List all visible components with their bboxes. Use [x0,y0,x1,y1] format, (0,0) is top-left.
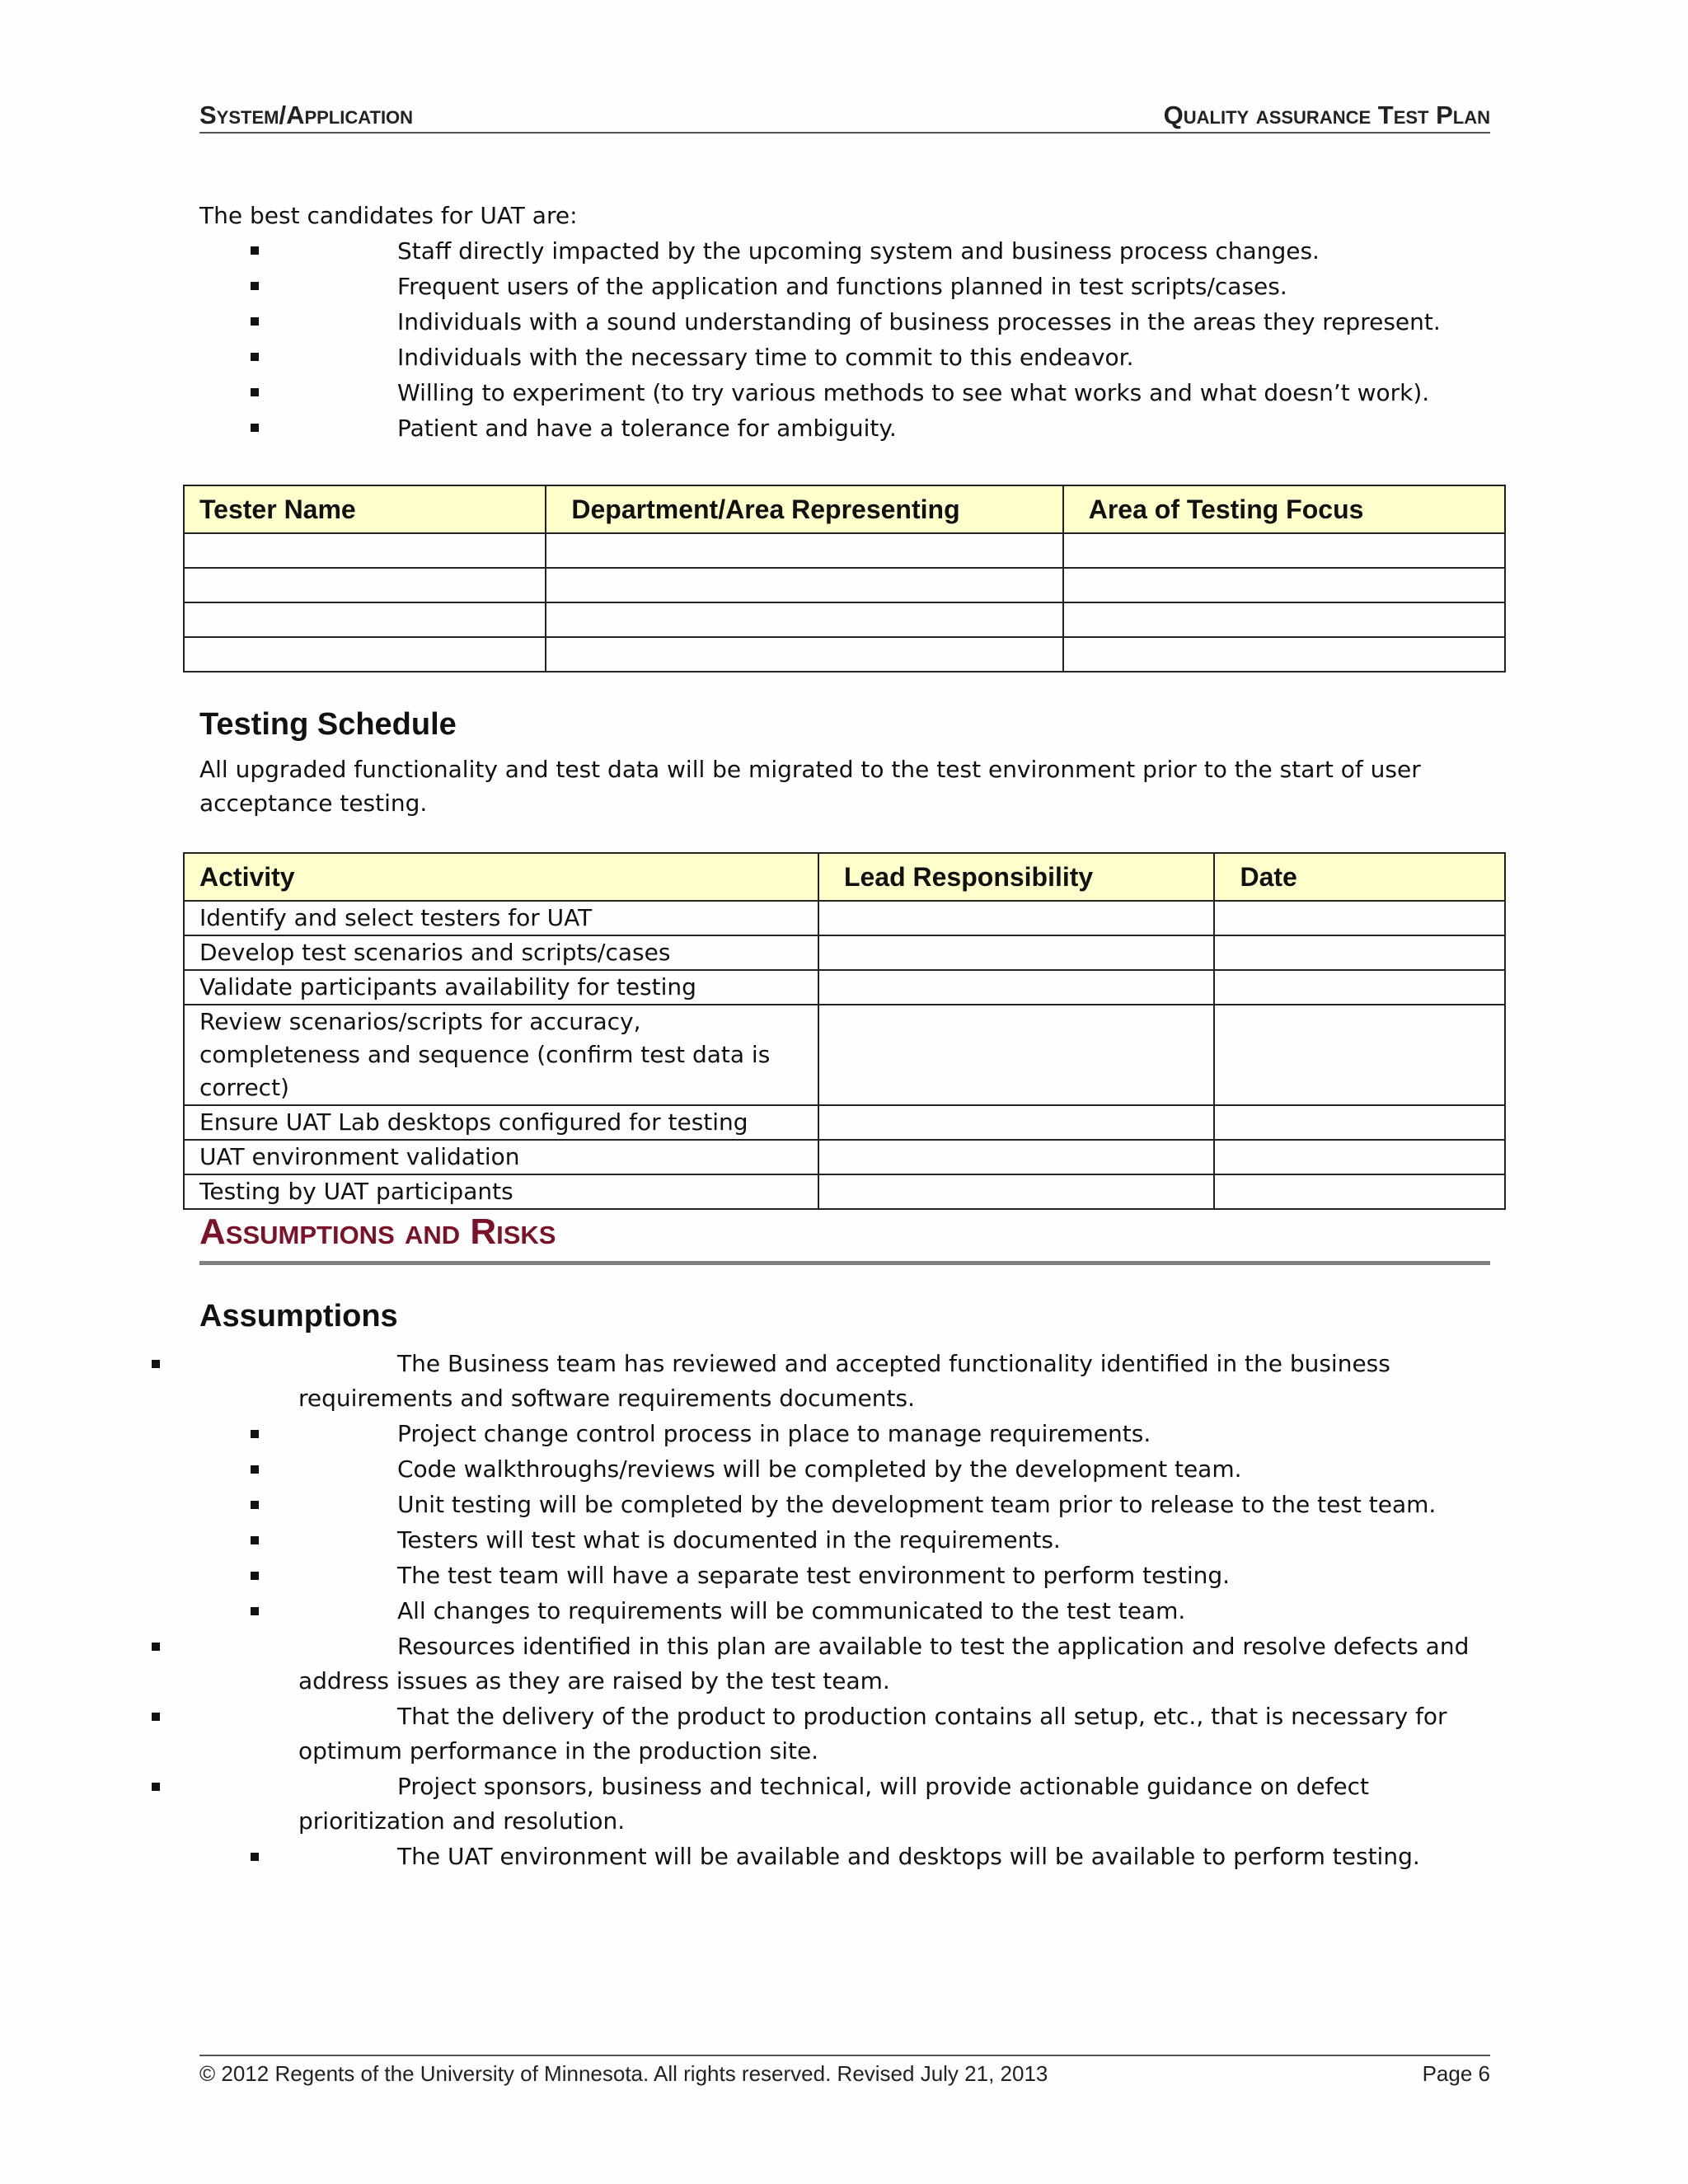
table-cell [1214,1005,1505,1105]
list-item: Code walkthroughs/reviews will be completed by the development team. [199,1452,1502,1487]
list-item: Patient and have a tolerance for ambiguity. [199,410,1502,446]
list-item: The Business team has reviewed and accepted functionality identified in the business requirements and software requirements documents. [199,1347,1502,1416]
table-cell [1063,533,1505,568]
table-cell [1214,1140,1505,1174]
table-cell [184,568,546,602]
page-number: Page 6 [1422,2061,1490,2086]
bullet-icon [152,1643,160,1651]
table-row [184,533,1505,568]
uat-candidates-block [199,198,1502,446]
copyright-text: © 2012 Regents of the University of Minnesota. All rights reserved. Revised July 21, 2013 [199,2061,1048,2086]
testing-schedule-text: All upgraded functionality and test data will be migrated to the test environment prior to the start of user acceptance testing. [199,756,1421,817]
bullet-icon [251,246,259,255]
table-row [184,970,1505,1005]
column-header: Area of Testing Focus [1063,485,1505,533]
column-header: Lead Responsibility [818,853,1215,901]
activity-cell: Testing by UAT participants [184,1174,818,1209]
bullet-icon [251,424,259,432]
table-header-row [184,485,1505,533]
table-header-row [184,853,1505,901]
table-cell [818,1174,1215,1209]
bullet-icon [251,1536,259,1544]
list-item: The test team will have a separate test environment to perform testing. [199,1558,1502,1593]
column-header: Tester Name [184,485,546,533]
tester-table [183,485,1506,673]
header-document-title: Quality assurance Test Plan [1163,101,1490,129]
list-item: Unit testing will be completed by the development team prior to release to the test team. [199,1488,1502,1522]
table-cell [1063,602,1505,637]
list-item: Individuals with a sound understanding of business processes in the areas they represent. [199,304,1502,340]
bullet-icon [251,317,259,326]
table-cell [818,1105,1215,1140]
schedule-table [183,852,1506,1210]
table-cell [818,901,1215,935]
bullet-icon [251,1501,259,1509]
table-cell [546,533,1062,568]
table-row [184,1105,1505,1140]
bullet-icon [251,1853,259,1861]
table-cell [546,602,1062,637]
column-header: Department/Area Representing [546,485,1062,533]
bullet-icon [152,1783,160,1791]
page-footer [199,2055,1490,2089]
assumptions-block [199,1347,1502,1874]
list-item: Resources identified in this plan are available to test the application and resolve defects and address issues as they are raised by the test team. [199,1629,1502,1699]
bullet-icon [152,1360,160,1368]
table-cell [184,602,546,637]
bullet-icon [251,353,259,361]
table-cell [1063,568,1505,602]
table-cell [184,637,546,672]
bullet-icon [251,1572,259,1580]
list-item: Project change control process in place to manage requirements. [199,1417,1502,1451]
list-item: Testers will test what is documented in the requirements. [199,1523,1502,1558]
assumptions-risks-section-title: Assumptions and Risks [199,1212,1490,1265]
bullet-icon [251,1607,259,1615]
table-cell [818,1140,1215,1174]
table-cell [1214,935,1505,970]
list-item: All changes to requirements will be communicated to the test team. [199,1594,1502,1629]
assumptions-heading: Assumptions [199,1299,398,1333]
list-item: That the delivery of the product to production contains all setup, etc., that is necessary for optimum performance in the production site. [199,1699,1502,1769]
activity-cell: Ensure UAT Lab desktops configured for testing [184,1105,818,1140]
table-row [184,1174,1505,1209]
table-cell [1214,1105,1505,1140]
header-system-application: System/Application [199,101,414,129]
testing-schedule-heading: Testing Schedule [199,707,457,742]
table-cell [1214,970,1505,1005]
activity-cell: Review scenarios/scripts for accuracy, completeness and sequence (confirm test data is correct) [184,1005,818,1105]
table-row [184,901,1505,935]
list-item: The UAT environment will be available and desktops will be available to perform testing. [199,1840,1502,1874]
table-row [184,568,1505,602]
table-row [184,935,1505,970]
table-cell [184,533,546,568]
assumptions-list [199,1347,1502,1874]
activity-cell: Develop test scenarios and scripts/cases [184,935,818,970]
bullet-icon [152,1713,160,1721]
table-cell [818,1005,1215,1105]
list-item: Project sponsors, business and technical, will provide actionable guidance on defect prioritization and resolution. [199,1769,1502,1839]
uat-candidates-list [199,233,1502,446]
table-row [184,1140,1505,1174]
activity-cell: Identify and select testers for UAT [184,901,818,935]
bullet-icon [251,1430,259,1438]
table-row [184,602,1505,637]
list-item: Staff directly impacted by the upcoming system and business process changes. [199,233,1502,269]
table-cell [546,637,1062,672]
list-item: Willing to experiment (to try various methods to see what works and what doesn’t work). [199,375,1502,410]
page-header [199,99,1490,134]
list-item: Individuals with the necessary time to commit to this endeavor. [199,340,1502,375]
table-cell [818,970,1215,1005]
column-header: Activity [184,853,818,901]
bullet-icon [251,388,259,396]
table-cell [1214,1174,1505,1209]
table-cell [1063,637,1505,672]
table-row [184,637,1505,672]
table-cell [818,935,1215,970]
activity-cell: UAT environment validation [184,1140,818,1174]
bullet-icon [251,282,259,290]
table-row [184,1005,1505,1105]
bullet-icon [251,1465,259,1474]
uat-candidates-lead: The best candidates for UAT are: [199,202,578,229]
table-cell [546,568,1062,602]
table-cell [1214,901,1505,935]
activity-cell: Validate participants availability for testing [184,970,818,1005]
column-header: Date [1214,853,1505,901]
list-item: Frequent users of the application and functions planned in test scripts/cases. [199,269,1502,304]
